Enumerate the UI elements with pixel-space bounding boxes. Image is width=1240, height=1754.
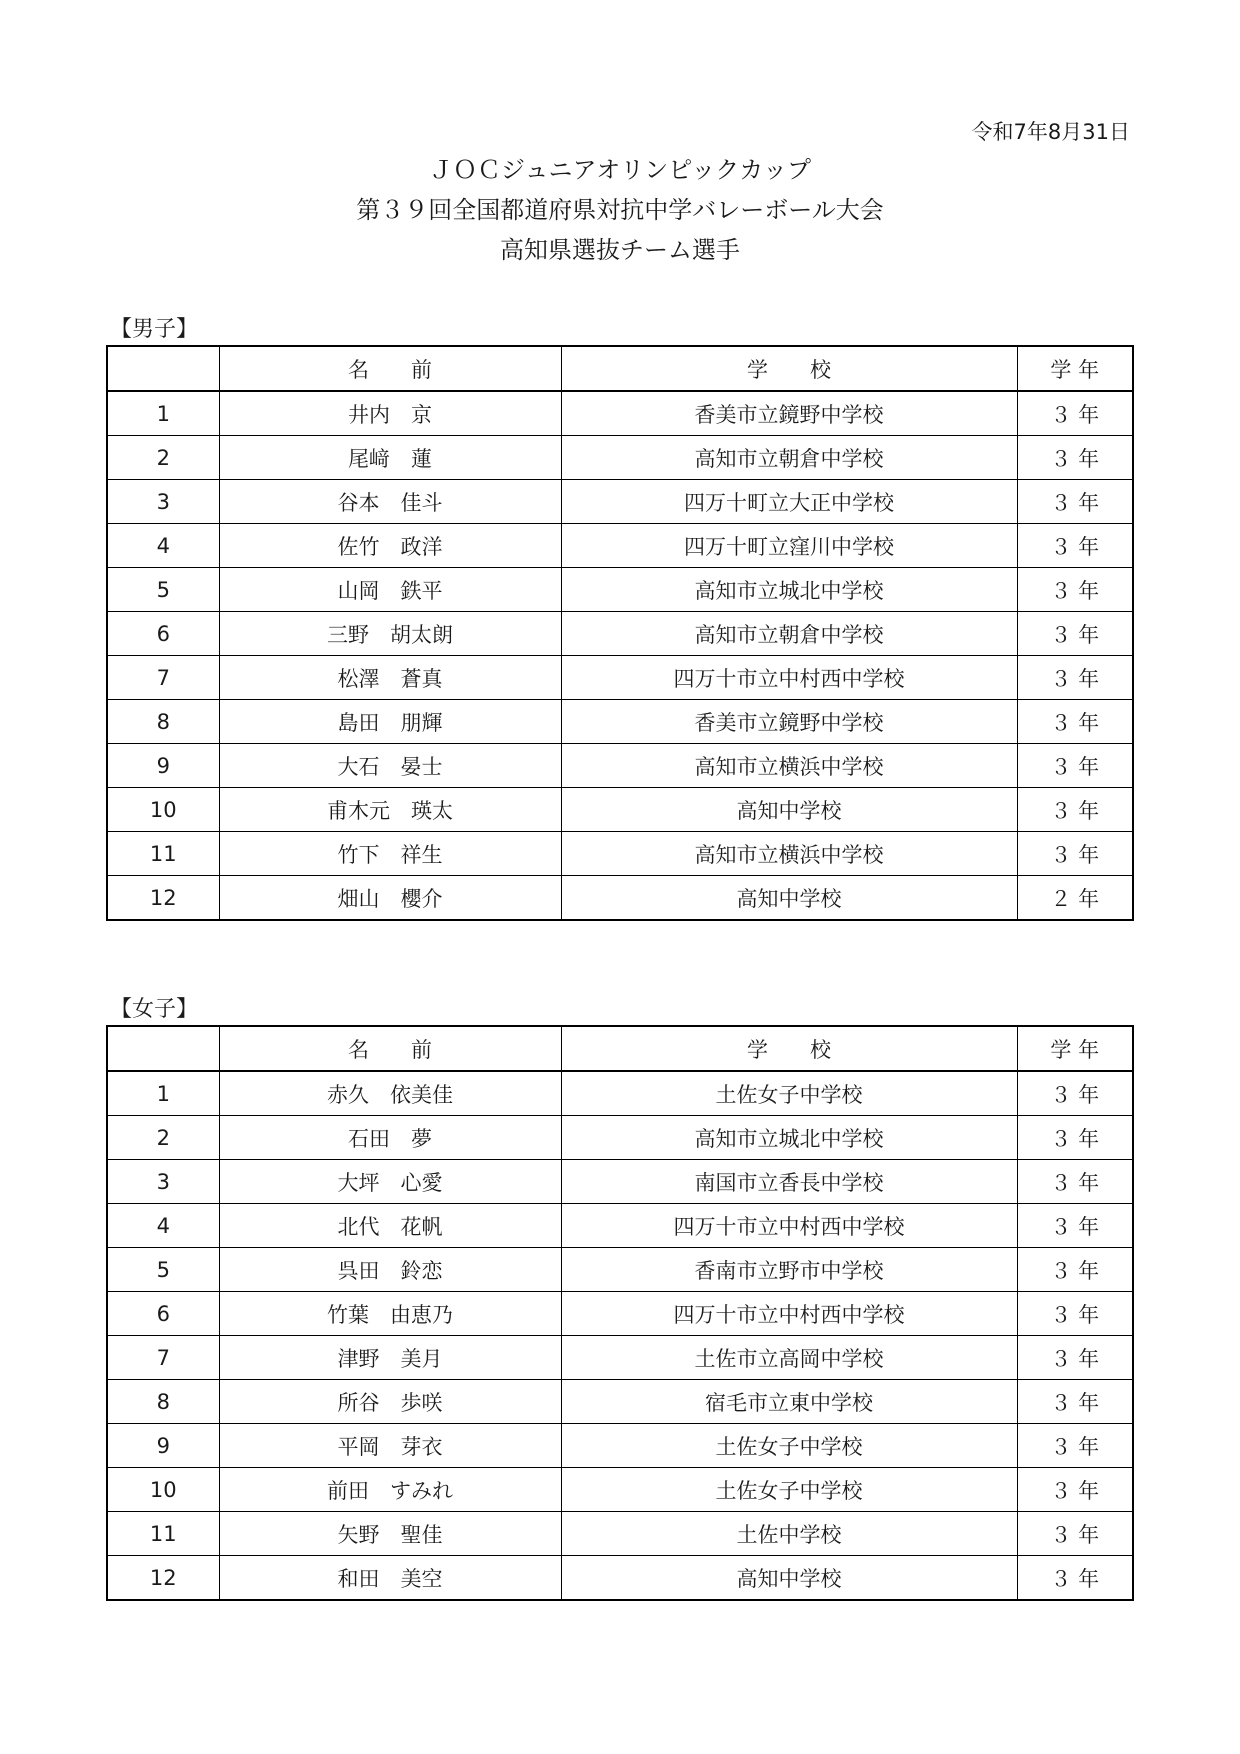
player-number-cell: 9 — [107, 744, 219, 788]
school-cell: 四万十町立大正中学校 — [561, 480, 1017, 524]
grade-cell: ３ 年 — [1017, 1468, 1133, 1512]
player-number-cell: 10 — [107, 788, 219, 832]
player-name-cell: 矢野 聖佳 — [219, 1512, 561, 1556]
player-number-cell: 2 — [107, 436, 219, 480]
table-header-row — [107, 1026, 1133, 1071]
player-number-cell: 6 — [107, 1292, 219, 1336]
school-cell: 土佐市立高岡中学校 — [561, 1336, 1017, 1380]
grade-cell: ３ 年 — [1017, 1116, 1133, 1160]
player-number-cell: 4 — [107, 524, 219, 568]
player-number-cell: 3 — [107, 1160, 219, 1204]
header-number — [107, 1026, 219, 1071]
player-number-cell: 12 — [107, 1556, 219, 1601]
player-number-cell: 2 — [107, 1116, 219, 1160]
boys-table-body — [107, 391, 1133, 920]
school-cell: 宿毛市立東中学校 — [561, 1380, 1017, 1424]
table-row — [107, 612, 1133, 656]
school-cell: 南国市立香長中学校 — [561, 1160, 1017, 1204]
header-grade: 学 年 — [1017, 346, 1133, 391]
table-row — [107, 524, 1133, 568]
school-cell: 四万十市立中村西中学校 — [561, 1292, 1017, 1336]
school-cell: 高知市立城北中学校 — [561, 1116, 1017, 1160]
table-row — [107, 1556, 1133, 1601]
player-name-cell: 大坪 心愛 — [219, 1160, 561, 1204]
table-row — [107, 832, 1133, 876]
player-number-cell: 5 — [107, 568, 219, 612]
player-name-cell: 前田 すみれ — [219, 1468, 561, 1512]
grade-cell: ３ 年 — [1017, 524, 1133, 568]
grade-cell: ３ 年 — [1017, 436, 1133, 480]
table-row — [107, 480, 1133, 524]
player-name-cell: 尾﨑 蓮 — [219, 436, 561, 480]
header-name: 名 前 — [219, 1026, 561, 1071]
player-name-cell: 甫木元 瑛太 — [219, 788, 561, 832]
table-row — [107, 788, 1133, 832]
grade-cell: ３ 年 — [1017, 1336, 1133, 1380]
document-date: 令和7年8月31日 — [971, 120, 1130, 144]
school-cell: 香南市立野市中学校 — [561, 1248, 1017, 1292]
school-cell: 高知市立朝倉中学校 — [561, 612, 1017, 656]
player-number-cell: 3 — [107, 480, 219, 524]
table-row — [107, 1292, 1133, 1336]
school-cell: 土佐中学校 — [561, 1512, 1017, 1556]
grade-cell: ２ 年 — [1017, 876, 1133, 921]
player-number-cell: 8 — [107, 700, 219, 744]
player-number-cell: 6 — [107, 612, 219, 656]
player-name-cell: 所谷 歩咲 — [219, 1380, 561, 1424]
player-name-cell: 石田 夢 — [219, 1116, 561, 1160]
grade-cell: ３ 年 — [1017, 1160, 1133, 1204]
grade-cell: ３ 年 — [1017, 1380, 1133, 1424]
girls-section-label: 【女子】 — [110, 997, 199, 1022]
header-school: 学 校 — [561, 346, 1017, 391]
school-cell: 土佐女子中学校 — [561, 1468, 1017, 1512]
grade-cell: ３ 年 — [1017, 1071, 1133, 1116]
player-number-cell: 10 — [107, 1468, 219, 1512]
school-cell: 高知市立横浜中学校 — [561, 832, 1017, 876]
header-name: 名 前 — [219, 346, 561, 391]
table-row — [107, 1071, 1133, 1116]
player-name-cell: 谷本 佳斗 — [219, 480, 561, 524]
table-row — [107, 1336, 1133, 1380]
player-name-cell: 大石 晏士 — [219, 744, 561, 788]
table-row — [107, 1116, 1133, 1160]
player-name-cell: 島田 朋輝 — [219, 700, 561, 744]
school-cell: 高知市立朝倉中学校 — [561, 436, 1017, 480]
girls-roster-table — [106, 1025, 1134, 1601]
grade-cell: ３ 年 — [1017, 391, 1133, 436]
player-name-cell: 井内 京 — [219, 391, 561, 436]
table-row — [107, 1512, 1133, 1556]
player-number-cell: 11 — [107, 1512, 219, 1556]
grade-cell: ３ 年 — [1017, 612, 1133, 656]
school-cell: 高知中学校 — [561, 876, 1017, 921]
grade-cell: ３ 年 — [1017, 1424, 1133, 1468]
player-name-cell: 竹葉 由恵乃 — [219, 1292, 561, 1336]
table-row — [107, 436, 1133, 480]
school-cell: 高知中学校 — [561, 788, 1017, 832]
grade-cell: ３ 年 — [1017, 1292, 1133, 1336]
player-name-cell: 赤久 依美佳 — [219, 1071, 561, 1116]
header-number — [107, 346, 219, 391]
player-number-cell: 8 — [107, 1380, 219, 1424]
header-grade: 学 年 — [1017, 1026, 1133, 1071]
table-row — [107, 1248, 1133, 1292]
school-cell: 香美市立鏡野中学校 — [561, 700, 1017, 744]
grade-cell: ３ 年 — [1017, 568, 1133, 612]
player-name-cell: 北代 花帆 — [219, 1204, 561, 1248]
player-name-cell: 三野 胡太朗 — [219, 612, 561, 656]
school-cell: 土佐女子中学校 — [561, 1424, 1017, 1468]
player-number-cell: 4 — [107, 1204, 219, 1248]
header-school: 学 校 — [561, 1026, 1017, 1071]
school-cell: 四万十市立中村西中学校 — [561, 1204, 1017, 1248]
player-name-cell: 和田 美空 — [219, 1556, 561, 1601]
player-number-cell: 9 — [107, 1424, 219, 1468]
player-name-cell: 津野 美月 — [219, 1336, 561, 1380]
school-cell: 高知市立横浜中学校 — [561, 744, 1017, 788]
grade-cell: ３ 年 — [1017, 656, 1133, 700]
table-row — [107, 1204, 1133, 1248]
table-row — [107, 1380, 1133, 1424]
school-cell: 香美市立鏡野中学校 — [561, 391, 1017, 436]
grade-cell: ３ 年 — [1017, 832, 1133, 876]
girls-table-body — [107, 1071, 1133, 1600]
document-title-block — [0, 150, 1240, 270]
title-line-1: ＪＯＣジュニアオリンピックカップ — [428, 156, 812, 184]
school-cell: 四万十町立窪川中学校 — [561, 524, 1017, 568]
player-name-cell: 佐竹 政洋 — [219, 524, 561, 568]
grade-cell: ３ 年 — [1017, 700, 1133, 744]
grade-cell: ３ 年 — [1017, 1248, 1133, 1292]
school-cell: 土佐女子中学校 — [561, 1071, 1017, 1116]
player-name-cell: 竹下 祥生 — [219, 832, 561, 876]
table-row — [107, 391, 1133, 436]
player-number-cell: 7 — [107, 656, 219, 700]
title-line-3: 高知県選抜チーム選手 — [500, 236, 740, 264]
title-line-2: 第３９回全国都道府県対抗中学バレーボール大会 — [356, 196, 884, 224]
table-row — [107, 876, 1133, 921]
player-number-cell: 5 — [107, 1248, 219, 1292]
grade-cell: ３ 年 — [1017, 480, 1133, 524]
player-name-cell: 畑山 櫻介 — [219, 876, 561, 921]
player-number-cell: 7 — [107, 1336, 219, 1380]
player-number-cell: 1 — [107, 1071, 219, 1116]
boys-section-label: 【男子】 — [110, 317, 199, 342]
grade-cell: ３ 年 — [1017, 1512, 1133, 1556]
school-cell: 高知中学校 — [561, 1556, 1017, 1601]
table-row — [107, 1160, 1133, 1204]
boys-roster-table — [106, 345, 1134, 921]
table-row — [107, 744, 1133, 788]
table-row — [107, 1468, 1133, 1512]
player-name-cell: 呉田 鈴恋 — [219, 1248, 561, 1292]
table-row — [107, 700, 1133, 744]
school-cell: 高知市立城北中学校 — [561, 568, 1017, 612]
player-number-cell: 11 — [107, 832, 219, 876]
player-name-cell: 平岡 芽衣 — [219, 1424, 561, 1468]
grade-cell: ３ 年 — [1017, 744, 1133, 788]
grade-cell: ３ 年 — [1017, 788, 1133, 832]
player-name-cell: 松澤 蒼真 — [219, 656, 561, 700]
table-row — [107, 568, 1133, 612]
table-row — [107, 1424, 1133, 1468]
player-number-cell: 12 — [107, 876, 219, 921]
player-number-cell: 1 — [107, 391, 219, 436]
table-row — [107, 656, 1133, 700]
grade-cell: ３ 年 — [1017, 1204, 1133, 1248]
player-name-cell: 山岡 鉄平 — [219, 568, 561, 612]
grade-cell: ３ 年 — [1017, 1556, 1133, 1601]
table-header-row — [107, 346, 1133, 391]
school-cell: 四万十市立中村西中学校 — [561, 656, 1017, 700]
